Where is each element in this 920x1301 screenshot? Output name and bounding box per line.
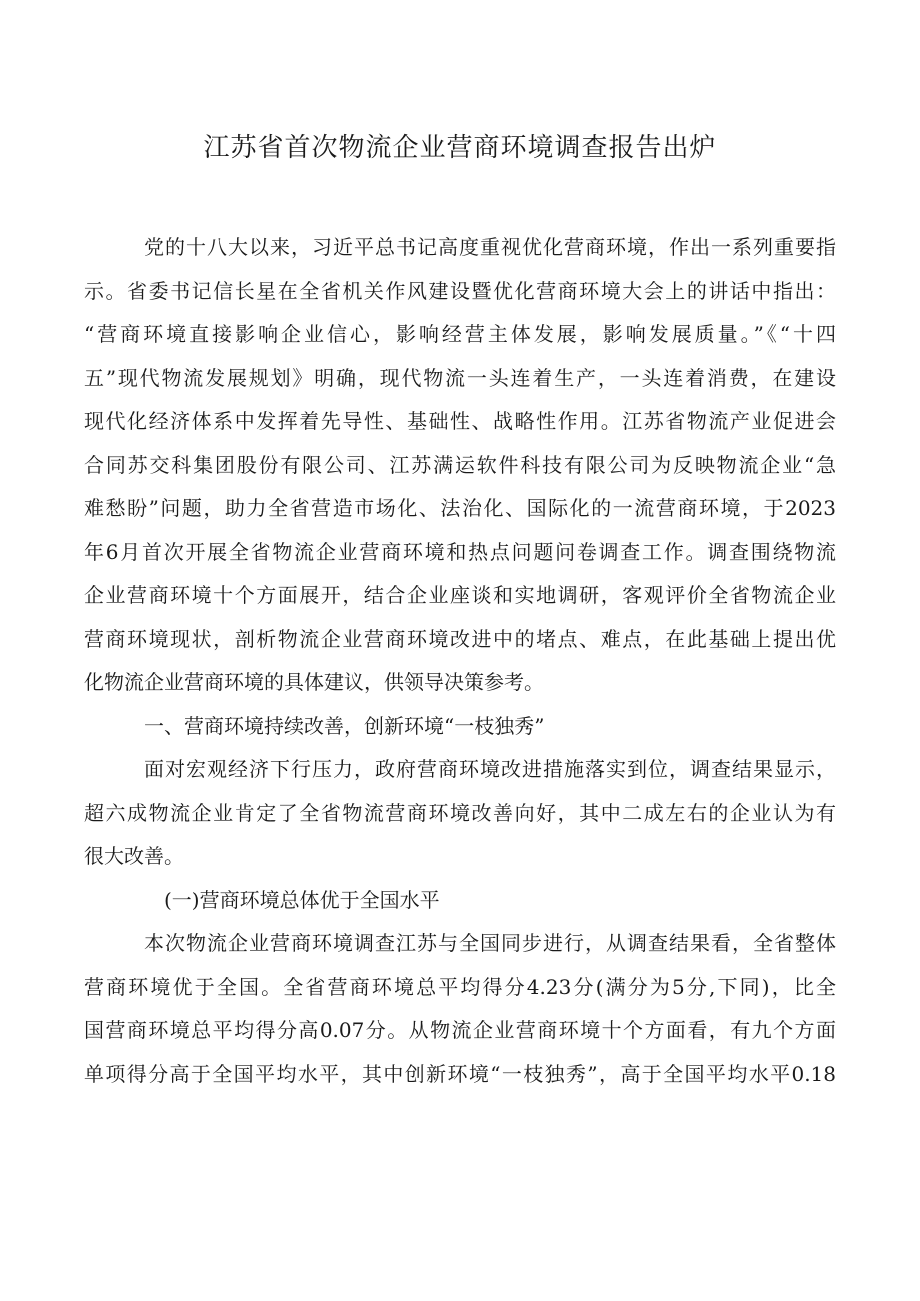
paragraph-line: 示。省委书记信长星在全省机关作风建设暨优化营商环境大会上的讲话中指出： — [84, 278, 836, 303]
subsection-heading: (一)营商环境总体优于全国水平 — [164, 887, 440, 912]
paragraph-line: “营商环境直接影响企业信心，影响经营主体发展，影响发展质量。”《“十四 — [84, 322, 836, 346]
document-body — [84, 226, 836, 1096]
paragraph-line: 超六成物流企业肯定了全省物流营商环境改善向好，其中二成左右的企业认为有 — [84, 800, 836, 825]
paragraph-line: 合同苏交科集团股份有限公司、江苏满运软件科技有限公司为反映物流企业“急 — [84, 452, 836, 477]
section-heading: 一、营商环境持续改善，创新环境“一枝独秀” — [144, 713, 545, 738]
paragraph-line: 企业营商环境十个方面展开，结合企业座谈和实地调研，客观评价全省物流企业 — [84, 583, 836, 607]
paragraph-line: 本次物流企业营商环境调查江苏与全国同步进行，从调查结果看，全省整体 — [144, 931, 836, 955]
paragraph-line: 营商环境现状，剖析物流企业营商环境改进中的堵点、难点，在此基础上提出优 — [84, 626, 836, 651]
paragraph-line: 难愁盼”问题，助力全省营造市场化、法治化、国际化的一流营商环境，于2023 — [84, 496, 836, 520]
paragraph-line: 现代化经济体系中发挥着先导性、基础性、战略性作用。江苏省物流产业促进会 — [84, 409, 836, 433]
document-title: 江苏省首次物流企业营商环境调查报告出炉 — [203, 133, 717, 163]
paragraph-line: 面对宏观经济下行压力，政府营商环境改进措施落实到位，调查结果显示， — [144, 757, 836, 781]
paragraph-line: 党的十八大以来，习近平总书记高度重视优化营商环境，作出一系列重要指 — [144, 235, 836, 259]
paragraph-line: 很大改善。 — [84, 844, 184, 868]
paragraph-line: 化物流企业营商环境的具体建议，供领导决策参考。 — [84, 670, 544, 694]
paragraph-line: 国营商环境总平均得分高0.07分。从物流企业营商环境十个方面看，有九个方面 — [84, 1018, 836, 1042]
paragraph-line: 五”现代物流发展规划》明确，现代物流一头连着生产，一头连着消费，在建设 — [84, 365, 836, 390]
paragraph-line: 营商环境优于全国。全省营商环境总平均得分4.23分(满分为5分,下同)，比全 — [84, 974, 836, 999]
paragraph-line: 单项得分高于全国平均水平，其中创新环境“一枝独秀”，高于全国平均水平0.18 — [84, 1061, 836, 1086]
paragraph-line: 年6月首次开展全省物流企业营商环境和热点问题问卷调查工作。调查围绕物流 — [84, 539, 836, 564]
